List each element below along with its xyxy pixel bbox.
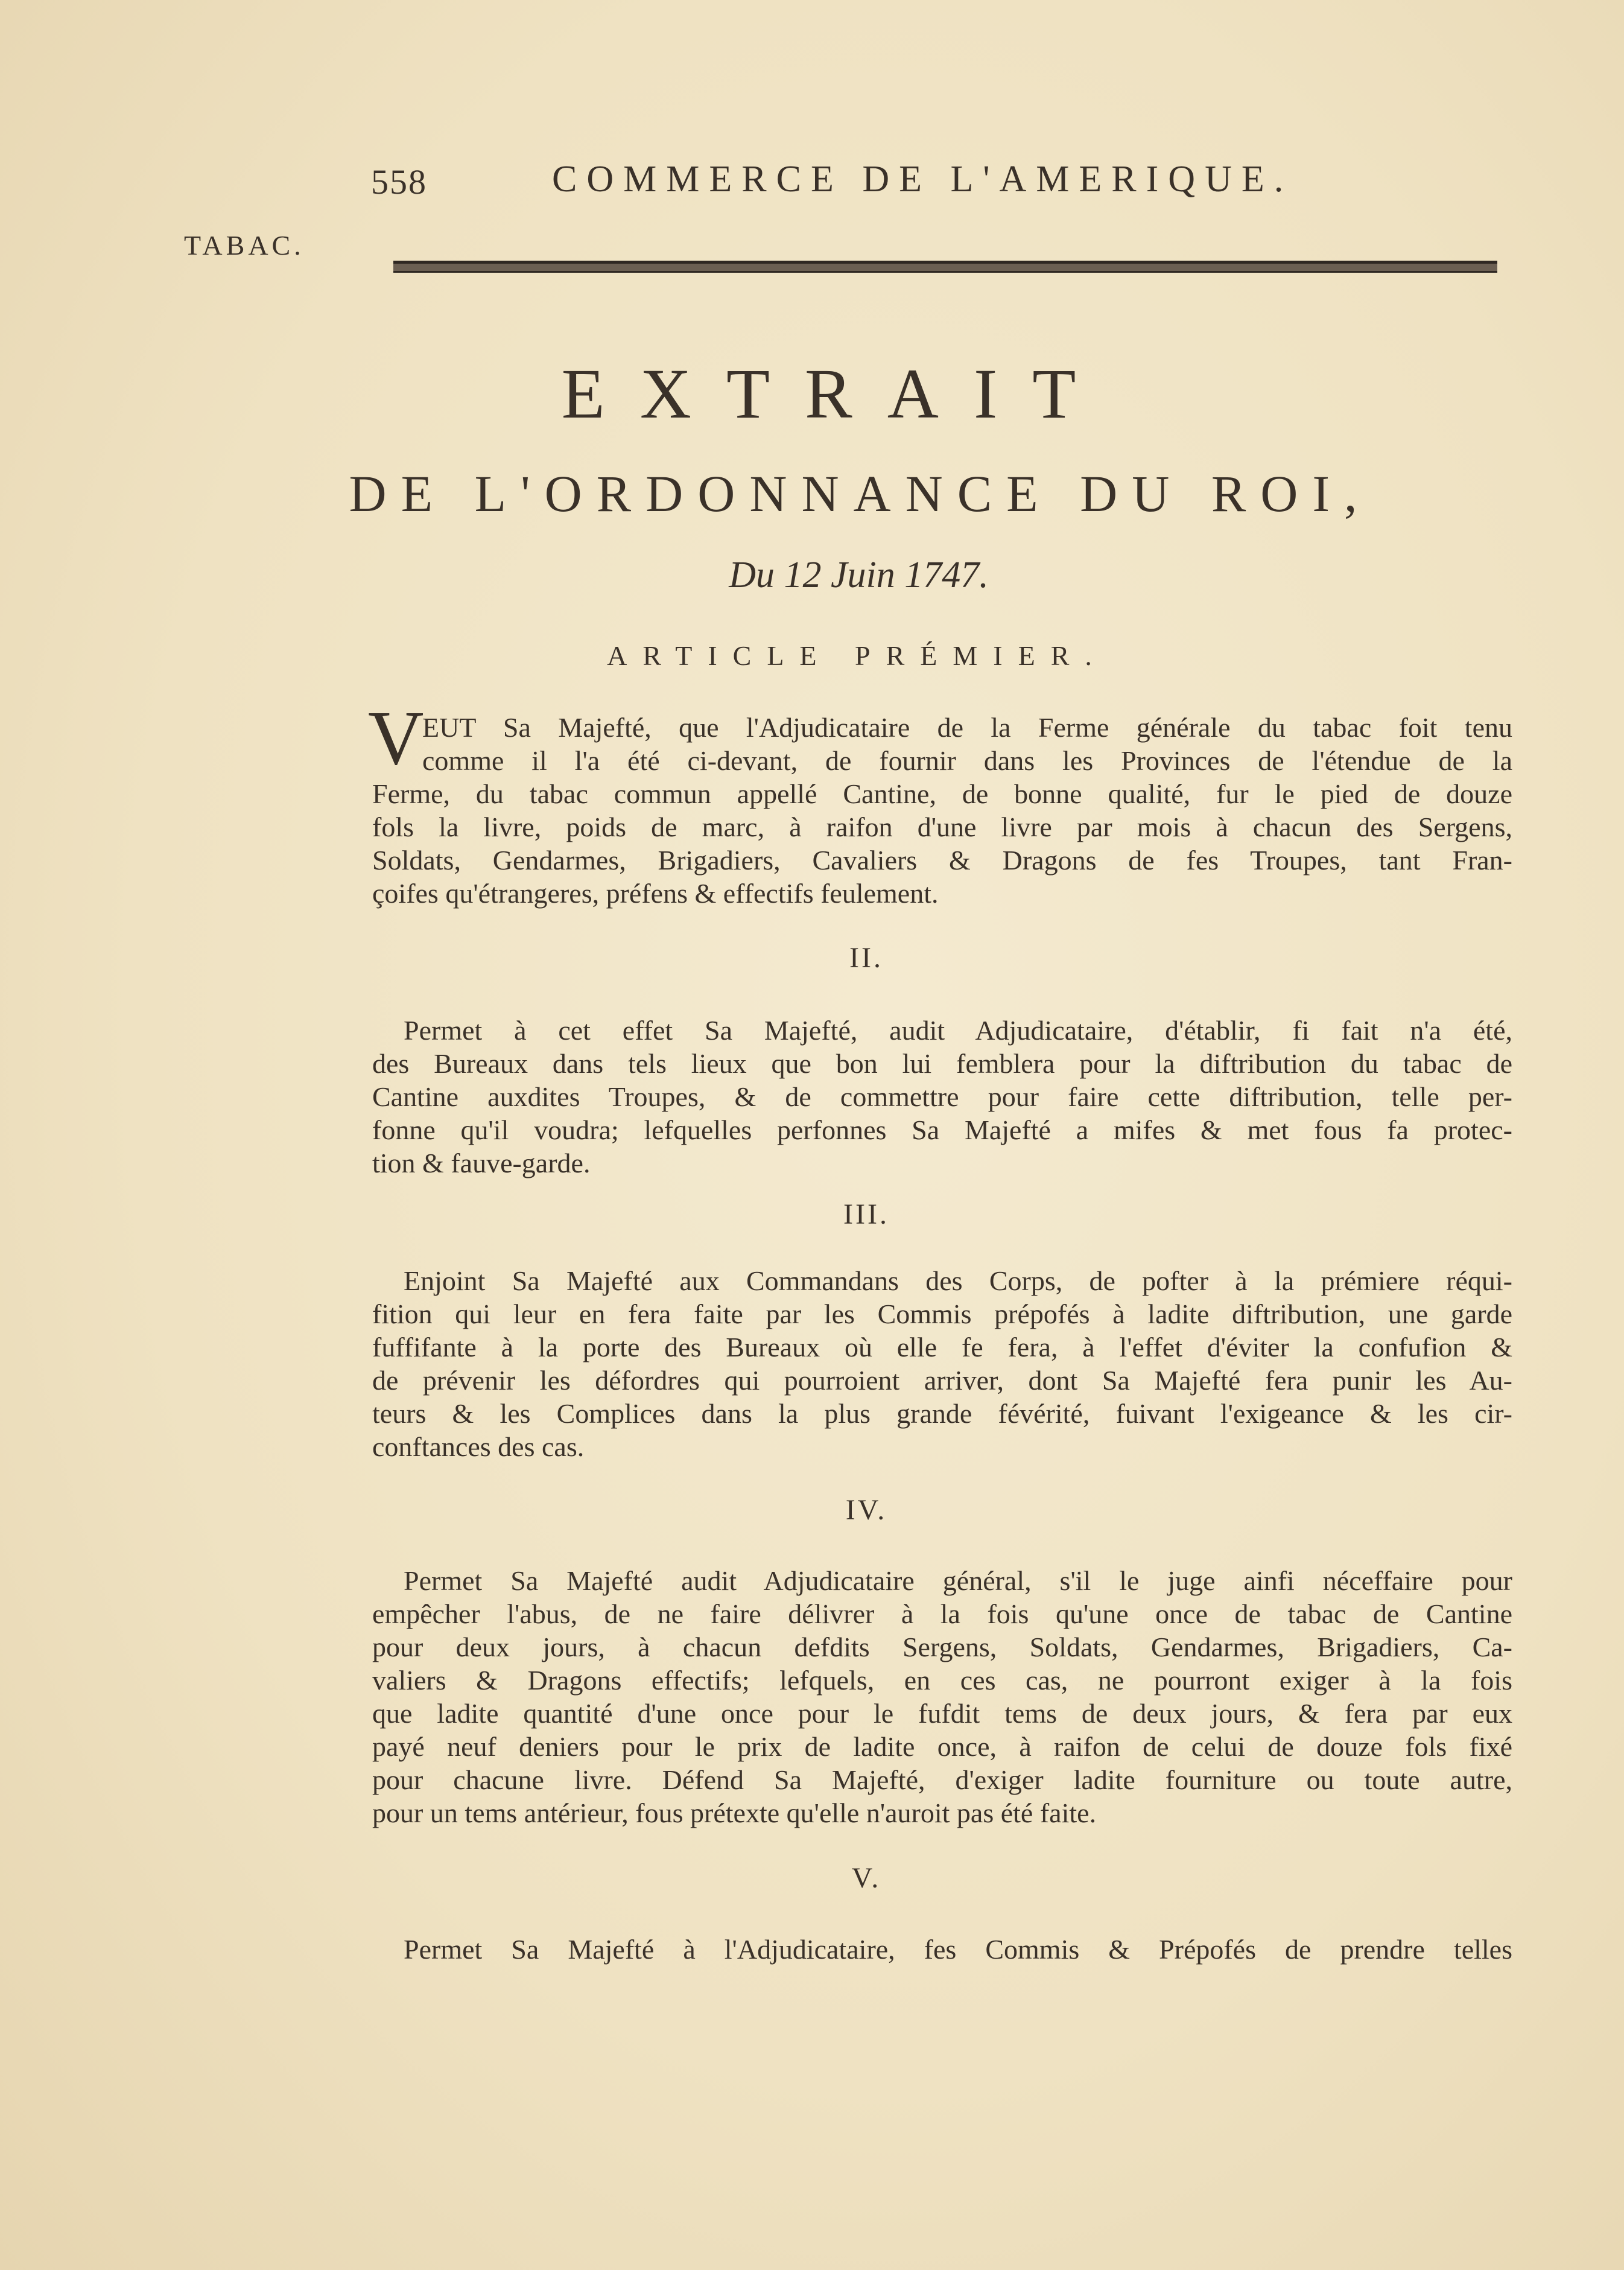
text-line: fition qui leur en fera faite par les Commis prépofés à ladite diftribution, une garde bbox=[372, 1299, 1512, 1329]
article-3-body bbox=[372, 1264, 1512, 1463]
header-rule bbox=[393, 261, 1497, 273]
text-line: tion & fauve-garde. bbox=[372, 1148, 591, 1178]
article-5-body bbox=[372, 1933, 1512, 1966]
article-3-number: III. bbox=[843, 1198, 889, 1230]
text-line: comme il l'a été ci-devant, de fournir dans les Provinces de l'étendue de la bbox=[422, 745, 1512, 776]
text-line: fols la livre, poids de marc, à raifon d'une livre par mois à chacun des Sergens, bbox=[372, 812, 1512, 842]
text-line: Permet Sa Majefté audit Adjudicataire général, s'il le juge ainfi néceffaire pour bbox=[404, 1565, 1512, 1596]
text-line: Permet Sa Majefté à l'Adjudicataire, fes Commis & Prépofés de prendre telles bbox=[404, 1934, 1512, 1965]
article-2-body bbox=[372, 1014, 1512, 1180]
text-line: payé neuf deniers pour le prix de ladite once, à raifon de celui de douze fols fixé bbox=[372, 1731, 1512, 1762]
text-line: de prévenir les défordres qui pourroient arriver, dont Sa Majefté fera punir les Au- bbox=[372, 1365, 1512, 1396]
text-line: pour un tems antérieur, fous prétexte qu'elle n'auroit pas été faite. bbox=[372, 1798, 1097, 1828]
text-line: Ferme, du tabac commun appellé Cantine, de bonne qualité, fur le pied de douze bbox=[372, 778, 1512, 809]
drop-cap: V bbox=[368, 695, 424, 781]
document-date: Du 12 Juin 1747. bbox=[729, 555, 989, 596]
text-line: fuffifante à la porte des Bureaux où elle fe fera, à l'effet d'éviter la confufion & bbox=[372, 1332, 1512, 1362]
text-line: Enjoint Sa Majefté aux Commandans des Corps, de pofter à la prémiere réqui- bbox=[404, 1265, 1512, 1296]
text-line: conftances des cas. bbox=[372, 1431, 585, 1462]
text-line: EUT Sa Majefté, que l'Adjudicataire de la Ferme générale du tabac foit tenu bbox=[422, 712, 1512, 743]
margin-note: TABAC. bbox=[184, 230, 305, 261]
article-1-opening bbox=[422, 711, 1512, 777]
text-line: teurs & les Complices dans la plus grande févérité, fuivant l'exigeance & les cir- bbox=[372, 1398, 1512, 1429]
article-4-body bbox=[372, 1564, 1512, 1830]
text-line: çoifes qu'étrangeres, préfens & effectifs feulement. bbox=[372, 878, 939, 909]
article-4-number: IV. bbox=[845, 1494, 887, 1526]
text-line: Cantine auxdites Troupes, & de commettre pour faire cette diftribution, telle per- bbox=[372, 1081, 1512, 1112]
text-line: que ladite quantité d'une once pour le fufdit tems de deux jours, & fera par eux bbox=[372, 1698, 1512, 1729]
page-number: 558 bbox=[371, 162, 427, 202]
text-line: fonne qu'il voudra; lefquelles perfonnes Sa Majefté a mifes & met fous fa protec- bbox=[372, 1114, 1512, 1145]
document-subtitle: DE L'ORDONNANCE DU ROI, bbox=[349, 465, 1372, 523]
text-line: pour chacune livre. Défend Sa Majefté, d'exiger ladite fourniture ou toute autre, bbox=[372, 1764, 1512, 1795]
text-line: pour deux jours, à chacun defdits Sergens, Soldats, Gendarmes, Brigadiers, Ca- bbox=[372, 1632, 1512, 1662]
running-head: COMMERCE DE L'AMERIQUE. bbox=[552, 159, 1293, 200]
text-line: valiers & Dragons effectifs; lefquels, en ces cas, ne pourront exiger à la fois bbox=[372, 1665, 1512, 1696]
article-5-number: V. bbox=[851, 1862, 881, 1894]
text-line: empêcher l'abus, de ne faire délivrer à la fois qu'une once de tabac de Cantine bbox=[372, 1598, 1512, 1629]
text-line: Soldats, Gendarmes, Brigadiers, Cavaliers & Dragons de fes Troupes, tant Fran- bbox=[372, 845, 1512, 876]
article-heading: ARTICLE PRÉMIER. bbox=[607, 640, 1108, 671]
article-2-number: II. bbox=[849, 942, 883, 974]
article-1-body bbox=[372, 777, 1512, 910]
text-line: Permet à cet effet Sa Majefté, audit Adjudicataire, d'établir, fi fait n'a été, bbox=[404, 1015, 1512, 1046]
document-title: EXTRAIT bbox=[561, 354, 1111, 433]
text-line: des Bureaux dans tels lieux que bon lui femblera pour la diftribution du tabac de bbox=[372, 1048, 1512, 1079]
